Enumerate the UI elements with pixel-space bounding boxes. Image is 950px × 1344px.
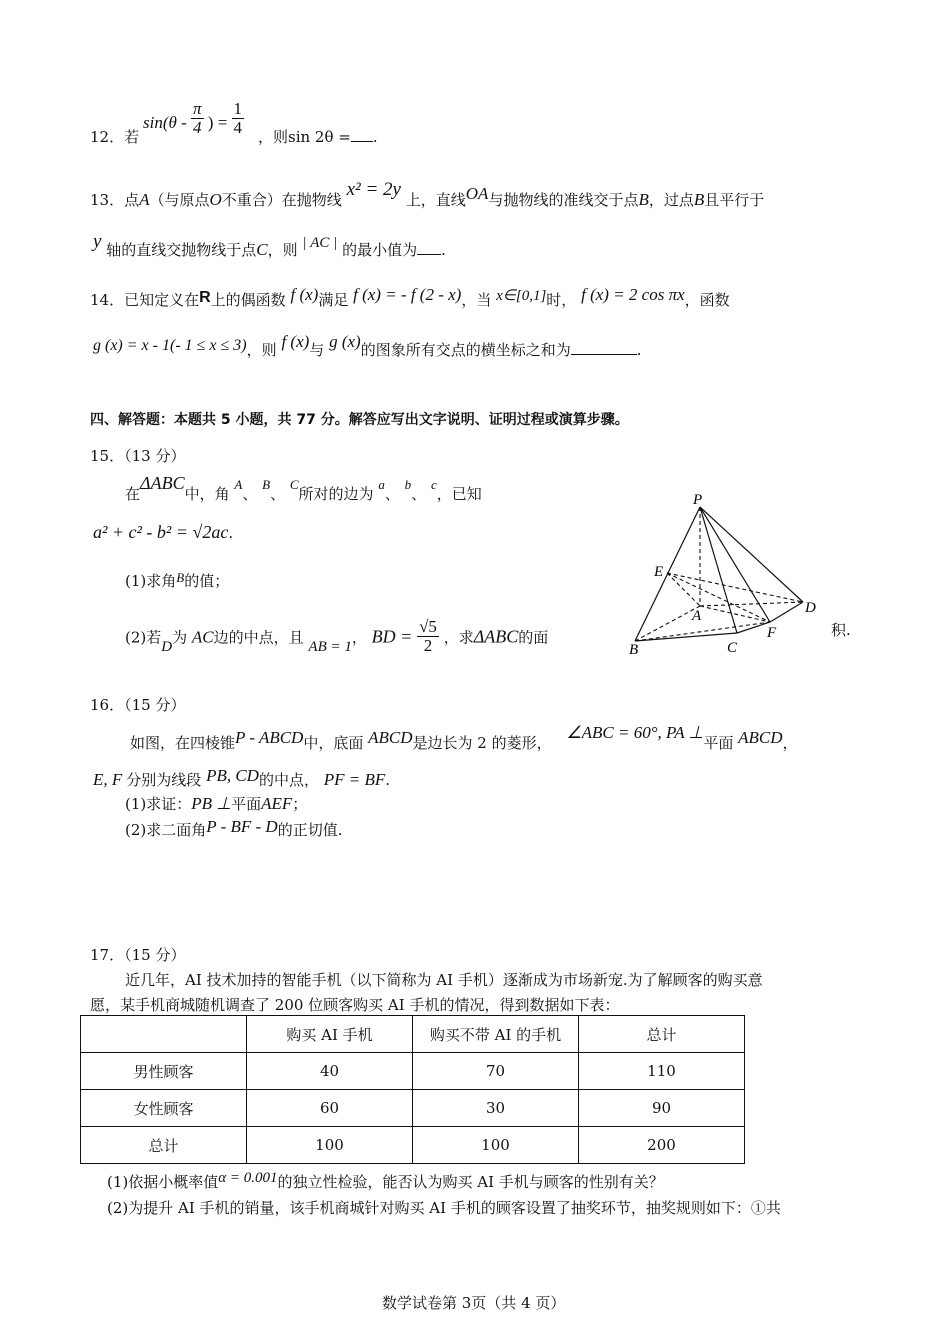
table-cell: 总计: [81, 1127, 247, 1164]
label-D: D: [805, 600, 816, 616]
q15-fraction-sqrt5-over-2: $\frac{√5}{2}$: [419, 617, 437, 655]
table-row: [81, 1090, 745, 1127]
page-footer: 数学试卷第 3页（共 4 页）: [382, 1294, 566, 1312]
label-F: F: [767, 625, 777, 641]
label-B: B: [629, 642, 639, 658]
label-A: A: [692, 608, 702, 624]
table-header-cell: [81, 1016, 247, 1053]
table-header-cell: 购买不带 AI 的手机: [413, 1016, 579, 1053]
q14-line2: g (x) = x - 1(- 1 ≤ x ≤ 3)，则 f (x)与 g (x)的图象所有交点的横坐标之和为 .: [93, 332, 642, 359]
q15-heading: 15．（13 分）: [90, 447, 186, 465]
q12-tail: ，则sin 2θ = .: [258, 128, 378, 146]
q12-sin: sin(θ -: [143, 113, 187, 133]
q17-line2: 愿，某手机商城随机调查了 200 位顾客购买 AI 手机的情况，得到数据如下表：: [90, 996, 620, 1014]
q15-part2: (2)若D为 AC边的中点，且 AB = 1， BD = $\frac{√5}{2}$ ，求ΔABC的面: [125, 617, 549, 655]
label-E: E: [654, 564, 664, 580]
q14-blank[interactable]: [571, 354, 637, 355]
table-cell: 100: [247, 1127, 413, 1164]
q15-equation: a² + c² - b² = √2ac.: [93, 522, 234, 542]
q15-part1: (1)求角B的值；: [125, 570, 230, 590]
table-cell: 110: [579, 1053, 745, 1090]
q12-fraction-pi4: $\frac{\pi}{4}$: [193, 99, 202, 137]
label-P: P: [693, 492, 703, 508]
q17-heading: 17．（15 分）: [90, 946, 186, 964]
q15-part2-end: 积.: [831, 621, 851, 639]
q16-part1: (1)求证：PB ⊥平面AEF；: [125, 794, 308, 813]
q12-fraction-one-quarter: $\frac{1}{4}$: [233, 99, 243, 137]
table-cell: 60: [247, 1090, 413, 1127]
q13-abs-ac: | AC |: [302, 235, 338, 251]
section-4-heading: 四、解答题：本题共 5 小题，共 77 分。解答应写出文字说明、证明过程或演算步骤。: [90, 412, 629, 428]
q13-line1: 13．点A（与原点O不重合）在抛物线 x² = 2y 上，直线OA与抛物线的准线交于点B，过点B且平行于: [90, 179, 765, 209]
table-row: [81, 1053, 745, 1090]
q16-part2: (2)求二面角P - BF - D的正切值.: [125, 817, 343, 839]
table-cell: 40: [247, 1053, 413, 1090]
table-cell: 女性顾客: [81, 1090, 247, 1127]
survey-table: [80, 1015, 745, 1164]
q16-line2: E, F 分别为线段 PB, CD的中点， PF = BF.: [93, 766, 391, 789]
q12-formula: sin(θ - $\frac{\pi}{4}$ ) = $\frac{1}{4}$: [143, 99, 243, 137]
table-cell: 90: [579, 1090, 745, 1127]
q13-blank[interactable]: [417, 254, 441, 255]
label-C: C: [727, 640, 738, 656]
table-header-cell: 购买 AI 手机: [247, 1016, 413, 1053]
q13-line2: y 轴的直线交抛物线于点C，则 | AC | 的最小值为 .: [93, 231, 446, 259]
table-cell: 200: [579, 1127, 745, 1164]
table-cell: 30: [413, 1090, 579, 1127]
table-header-row: [81, 1016, 745, 1053]
table-row: [81, 1127, 745, 1164]
q12-blank[interactable]: [351, 141, 373, 142]
pyramid-figure: [625, 490, 825, 660]
q17-part1: (1)依据小概率值α = 0.001的独立性检验，能否认为购买 AI 手机与顾客的性别有关？: [107, 1170, 664, 1191]
table-cell: 男性顾客: [81, 1053, 247, 1090]
q13-parabola-eq: x² = 2y: [346, 179, 401, 200]
q12-line: 12．若: [90, 128, 140, 146]
q15-line1: 在ΔABC中，角 A、 B、 C所对的边为 a、 b、 c，已知: [125, 473, 482, 503]
q16-heading: 16．（15 分）: [90, 696, 186, 714]
q17-line1: 近几年，AI 技术加持的智能手机（以下简称为 AI 手机）逐渐成为市场新宠.为了解顾客的购买意: [125, 971, 763, 989]
table-header-cell: 总计: [579, 1016, 745, 1053]
q14-line1: 14．已知定义在R上的偶函数 f (x)满足 f (x) = - f (2 - x)，当 x∈[0,1]时， f (x) = 2 cos πx，函数: [90, 285, 730, 309]
q17-part2: (2)为提升 AI 手机的销量，该手机商城针对购买 AI 手机的顾客设置了抽奖环节，抽奖规则如下：①共: [107, 1199, 781, 1217]
table-cell: 100: [413, 1127, 579, 1164]
table-cell: 70: [413, 1053, 579, 1090]
q16-line1: 如图，在四棱锥P - ABCD中，底面 ABCD是边长为 2 的菱形， ∠ABC = 60°, PA ⊥平面 ABCD，: [130, 723, 798, 752]
